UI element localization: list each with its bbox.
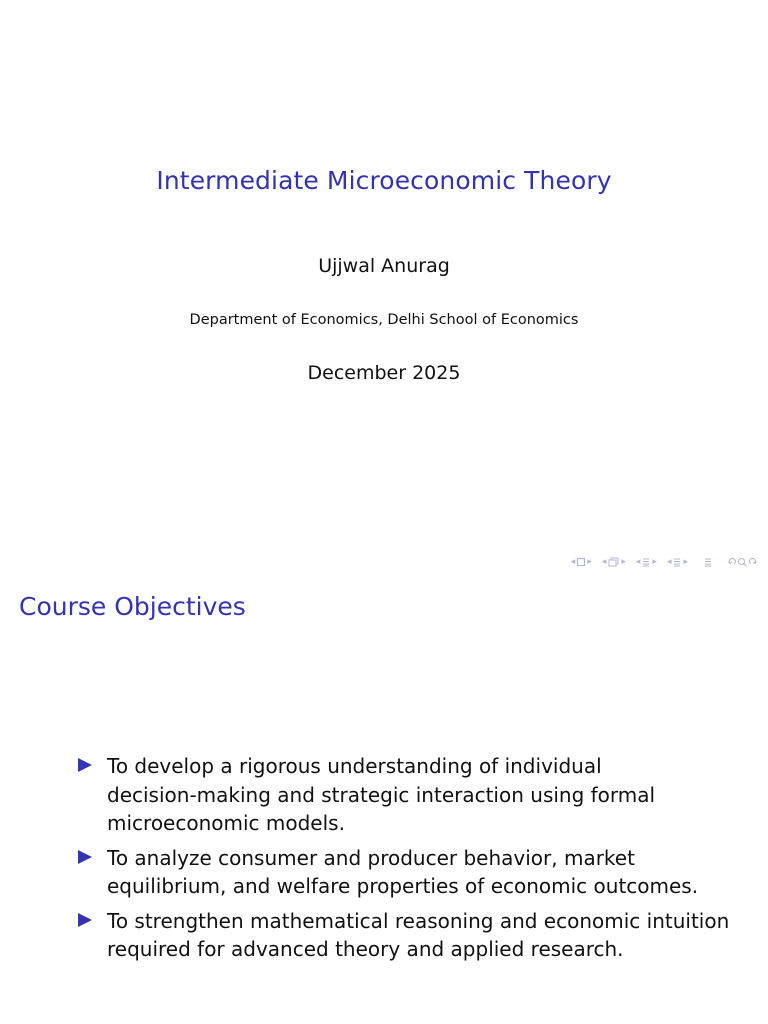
- bullet-line: equilibrium, and welfare properties of economic outcomes.: [107, 874, 699, 898]
- bullet-line: required for advanced theory and applied research.: [107, 937, 624, 961]
- nav-outline-group[interactable]: [703, 557, 713, 567]
- nav-search-group[interactable]: [727, 557, 758, 567]
- nav-search-icon[interactable]: [737, 557, 748, 567]
- nav-slide-icon[interactable]: [576, 557, 586, 567]
- list-item: [78, 907, 738, 964]
- bullet-line: microeconomic models.: [107, 811, 345, 835]
- triangle-bullet-icon: [78, 913, 92, 927]
- nav-redo-icon[interactable]: [748, 557, 758, 567]
- triangle-bullet-icon: [78, 850, 92, 864]
- nav-subsection-group[interactable]: [635, 556, 658, 568]
- bullet-line: decision-making and strategic interaction using formal: [107, 782, 656, 807]
- bullet-line: To strengthen mathematical reasoning and economic intuition: [107, 908, 730, 933]
- nav-left-arrow-icon[interactable]: ◂: [666, 557, 672, 567]
- nav-left-arrow-icon[interactable]: ◂: [635, 557, 641, 567]
- nav-left-arrow-icon[interactable]: ◂: [601, 557, 607, 567]
- objectives-list: [78, 752, 738, 970]
- nav-frame-icon[interactable]: [607, 557, 620, 567]
- triangle-bullet-icon: [78, 758, 92, 772]
- nav-undo-icon[interactable]: [727, 557, 737, 567]
- nav-subsection-icon[interactable]: [641, 557, 651, 567]
- nav-right-arrow-icon[interactable]: ▸: [587, 557, 592, 567]
- nav-section-icon[interactable]: [672, 557, 682, 567]
- nav-slide-group[interactable]: [570, 556, 593, 568]
- nav-right-arrow-icon[interactable]: ▸: [652, 557, 657, 567]
- nav-right-arrow-icon[interactable]: ▸: [683, 557, 688, 567]
- nav-right-arrow-icon[interactable]: ▸: [621, 557, 626, 567]
- bullet-line: To analyze consumer and producer behavior, market: [107, 845, 635, 870]
- nav-outline-icon[interactable]: [703, 557, 713, 567]
- nav-frame-group[interactable]: [601, 556, 627, 568]
- navigation-bar: [562, 556, 758, 568]
- nav-section-group[interactable]: [666, 556, 689, 568]
- list-item: [78, 844, 738, 901]
- list-item: [78, 752, 738, 838]
- institute-name: Department of Economics, Delhi School of Economics: [189, 312, 579, 328]
- author-name: Ujjwal Anurag: [318, 255, 450, 277]
- nav-left-arrow-icon[interactable]: ◂: [570, 557, 576, 567]
- presentation-date: December 2025: [307, 362, 461, 384]
- frame-title: Course Objectives: [19, 592, 246, 621]
- presentation-title: Intermediate Microeconomic Theory: [156, 166, 612, 195]
- bullet-line: To develop a rigorous understanding of individual: [107, 754, 602, 778]
